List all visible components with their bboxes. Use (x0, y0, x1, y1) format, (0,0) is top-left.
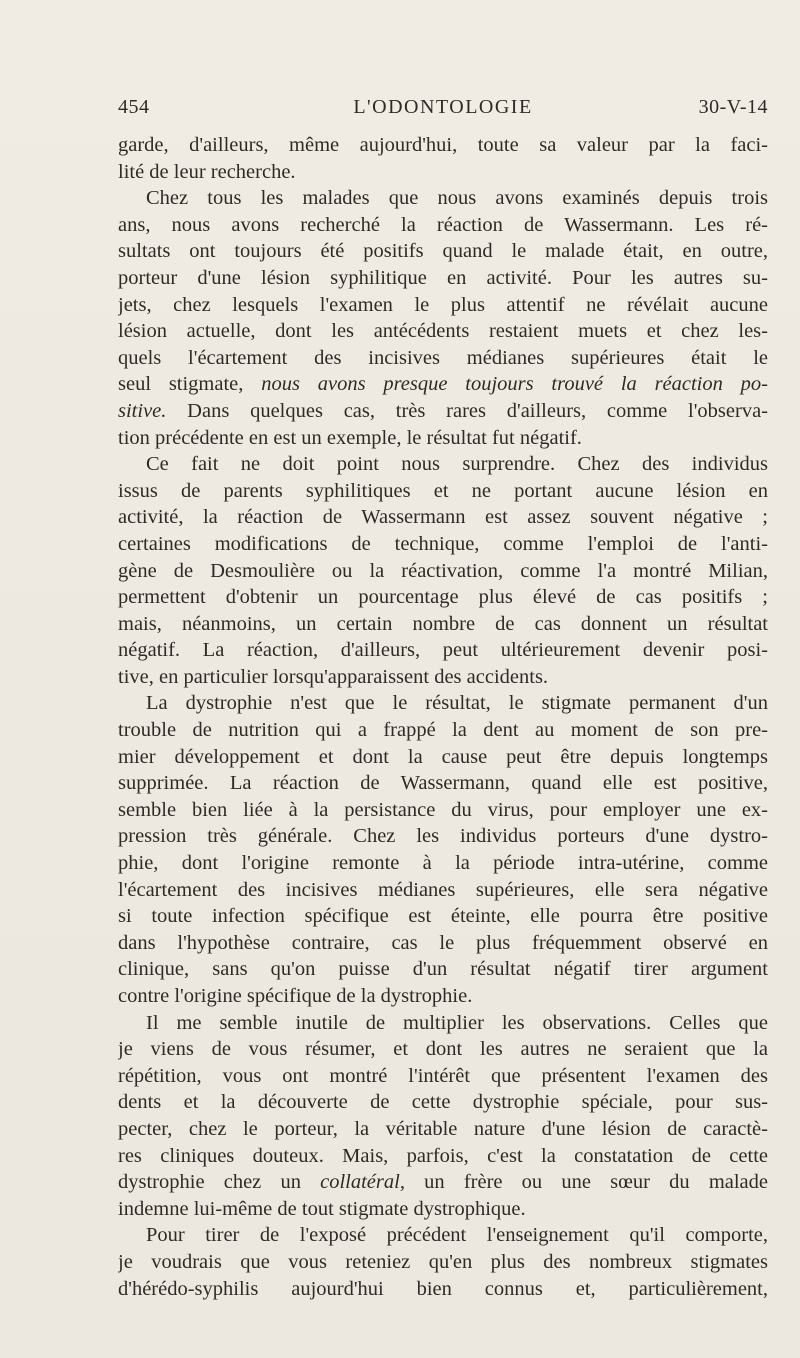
text-line: issus de parents syphilitiques et ne portant aucune lésion en (118, 479, 768, 502)
text-line: mier développement et dont la cause peut être depuis longtemps (118, 745, 768, 768)
text-line: tive, en particulier lorsqu'apparaissent des accidents. (118, 665, 549, 688)
running-title: L'ODONTOLOGIE (353, 96, 533, 118)
text-line: pression très générale. Chez les individus porteurs d'une dystro- (118, 825, 768, 848)
italic-phrase: collatéral, (320, 1171, 405, 1194)
text-line: je voudrais que vous reteniez qu'en plus des nombreux stigmates (118, 1250, 768, 1273)
text-line: Il me semble inutile de multiplier les observations. Celles que (146, 1011, 768, 1034)
text-line: je viens de vous résumer, et dont les autres ne seraient que la (118, 1038, 768, 1061)
text-line: tion précédente en est un exemple, le résultat fut négatif. (118, 426, 582, 449)
text-line: La dystrophie n'est que le résultat, le stigmate permanent d'un (146, 692, 768, 715)
italic-phrase: sitive. (118, 399, 167, 422)
text-line (118, 371, 768, 398)
text-line: porteur d'une lésion syphilitique en activité. Pour les autres su- (118, 266, 768, 289)
page-number: 454 (118, 96, 150, 118)
text-line: jets, chez lesquels l'examen le plus attentif ne révélait aucune (118, 293, 768, 316)
text-line: semble bien liée à la persistance du virus, pour employer une ex- (118, 798, 768, 821)
text-line: lité de leur recherche. (118, 160, 296, 183)
italic-phrase: nous avons presque toujours trouvé la réaction po- (261, 373, 768, 396)
text-line: permettent d'obtenir un pourcentage plus élevé de cas positifs ; (118, 586, 768, 609)
text-line: si toute infection spécifique est éteinte, elle pourra être positive (118, 905, 768, 928)
text-line: phie, dont l'origine remonte à la période intra-utérine, comme (118, 852, 768, 875)
text-line (118, 1169, 768, 1196)
text-segment: dystrophie chez un (118, 1171, 321, 1194)
text-line: trouble de nutrition qui a frappé la dent au moment de son pre- (118, 719, 768, 742)
text-line: clinique, sans qu'on puisse d'un résultat négatif tirer argument (118, 958, 768, 981)
text-line: négatif. La réaction, d'ailleurs, peut ultérieurement devenir posi- (118, 639, 768, 662)
text-line: supprimée. La réaction de Wassermann, quand elle est positive, (118, 772, 768, 795)
text-line: activité, la réaction de Wassermann est assez souvent négative ; (118, 506, 768, 529)
text-line: certaines modifications de technique, comme l'emploi de l'anti- (118, 532, 768, 555)
text-line: res cliniques douteux. Mais, parfois, c'est la constatation de cette (118, 1144, 768, 1167)
text-line: Chez tous les malades que nous avons examinés depuis trois (146, 187, 768, 210)
issue-date: 30-V-14 (698, 96, 768, 118)
text-segment: seul stigmate, (118, 373, 262, 396)
text-segment: un frère ou une sœur du malade (404, 1171, 768, 1194)
text-line: garde, d'ailleurs, même aujourd'hui, toute sa valeur par la faci- (118, 134, 768, 156)
text-line: ans, nous avons recherché la réaction de Wassermann. Les ré- (118, 213, 768, 236)
text-line (118, 398, 768, 425)
text-line: quels l'écartement des incisives médianes supérieures était le (118, 346, 768, 369)
text-line: répétition, vous ont montré l'intérêt que présentent l'examen des (118, 1064, 768, 1087)
text-line: lésion actuelle, dont les antécédents restaient muets et chez les- (118, 320, 768, 343)
text-line: Pour tirer de l'exposé précédent l'enseignement qu'il comporte, (146, 1224, 768, 1247)
text-line: l'écartement des incisives médianes supérieures, elle sera négative (118, 878, 768, 901)
body-text (118, 132, 768, 1302)
text-line: contre l'origine spécifique de la dystrophie. (118, 985, 473, 1007)
text-line: indemne lui-même de tout stigmate dystrophique. (118, 1197, 526, 1220)
text-line: dents et la découverte de cette dystrophie spéciale, pour sus- (118, 1091, 768, 1114)
text-line: gène de Desmoulière ou la réactivation, comme l'a montré Milian, (118, 559, 768, 582)
text-line: pecter, chez le porteur, la véritable nature d'une lésion de caractè- (118, 1117, 768, 1140)
text-line: Ce fait ne doit point nous surprendre. Chez des individus (146, 453, 768, 476)
text-line: sultats ont toujours été positifs quand le malade était, en outre, (118, 240, 768, 263)
text-line: mais, néanmoins, un certain nombre de cas donnent un résultat (118, 612, 768, 635)
page-header (118, 96, 768, 126)
text-line: d'hérédo-syphilis aujourd'hui bien connus et, particulièrement, (118, 1277, 768, 1300)
text-segment: Dans quelques cas, très rares d'ailleurs, comme l'observa- (187, 399, 768, 422)
text-line: dans l'hypothèse contraire, cas le plus fréquemment observé en (118, 931, 768, 954)
